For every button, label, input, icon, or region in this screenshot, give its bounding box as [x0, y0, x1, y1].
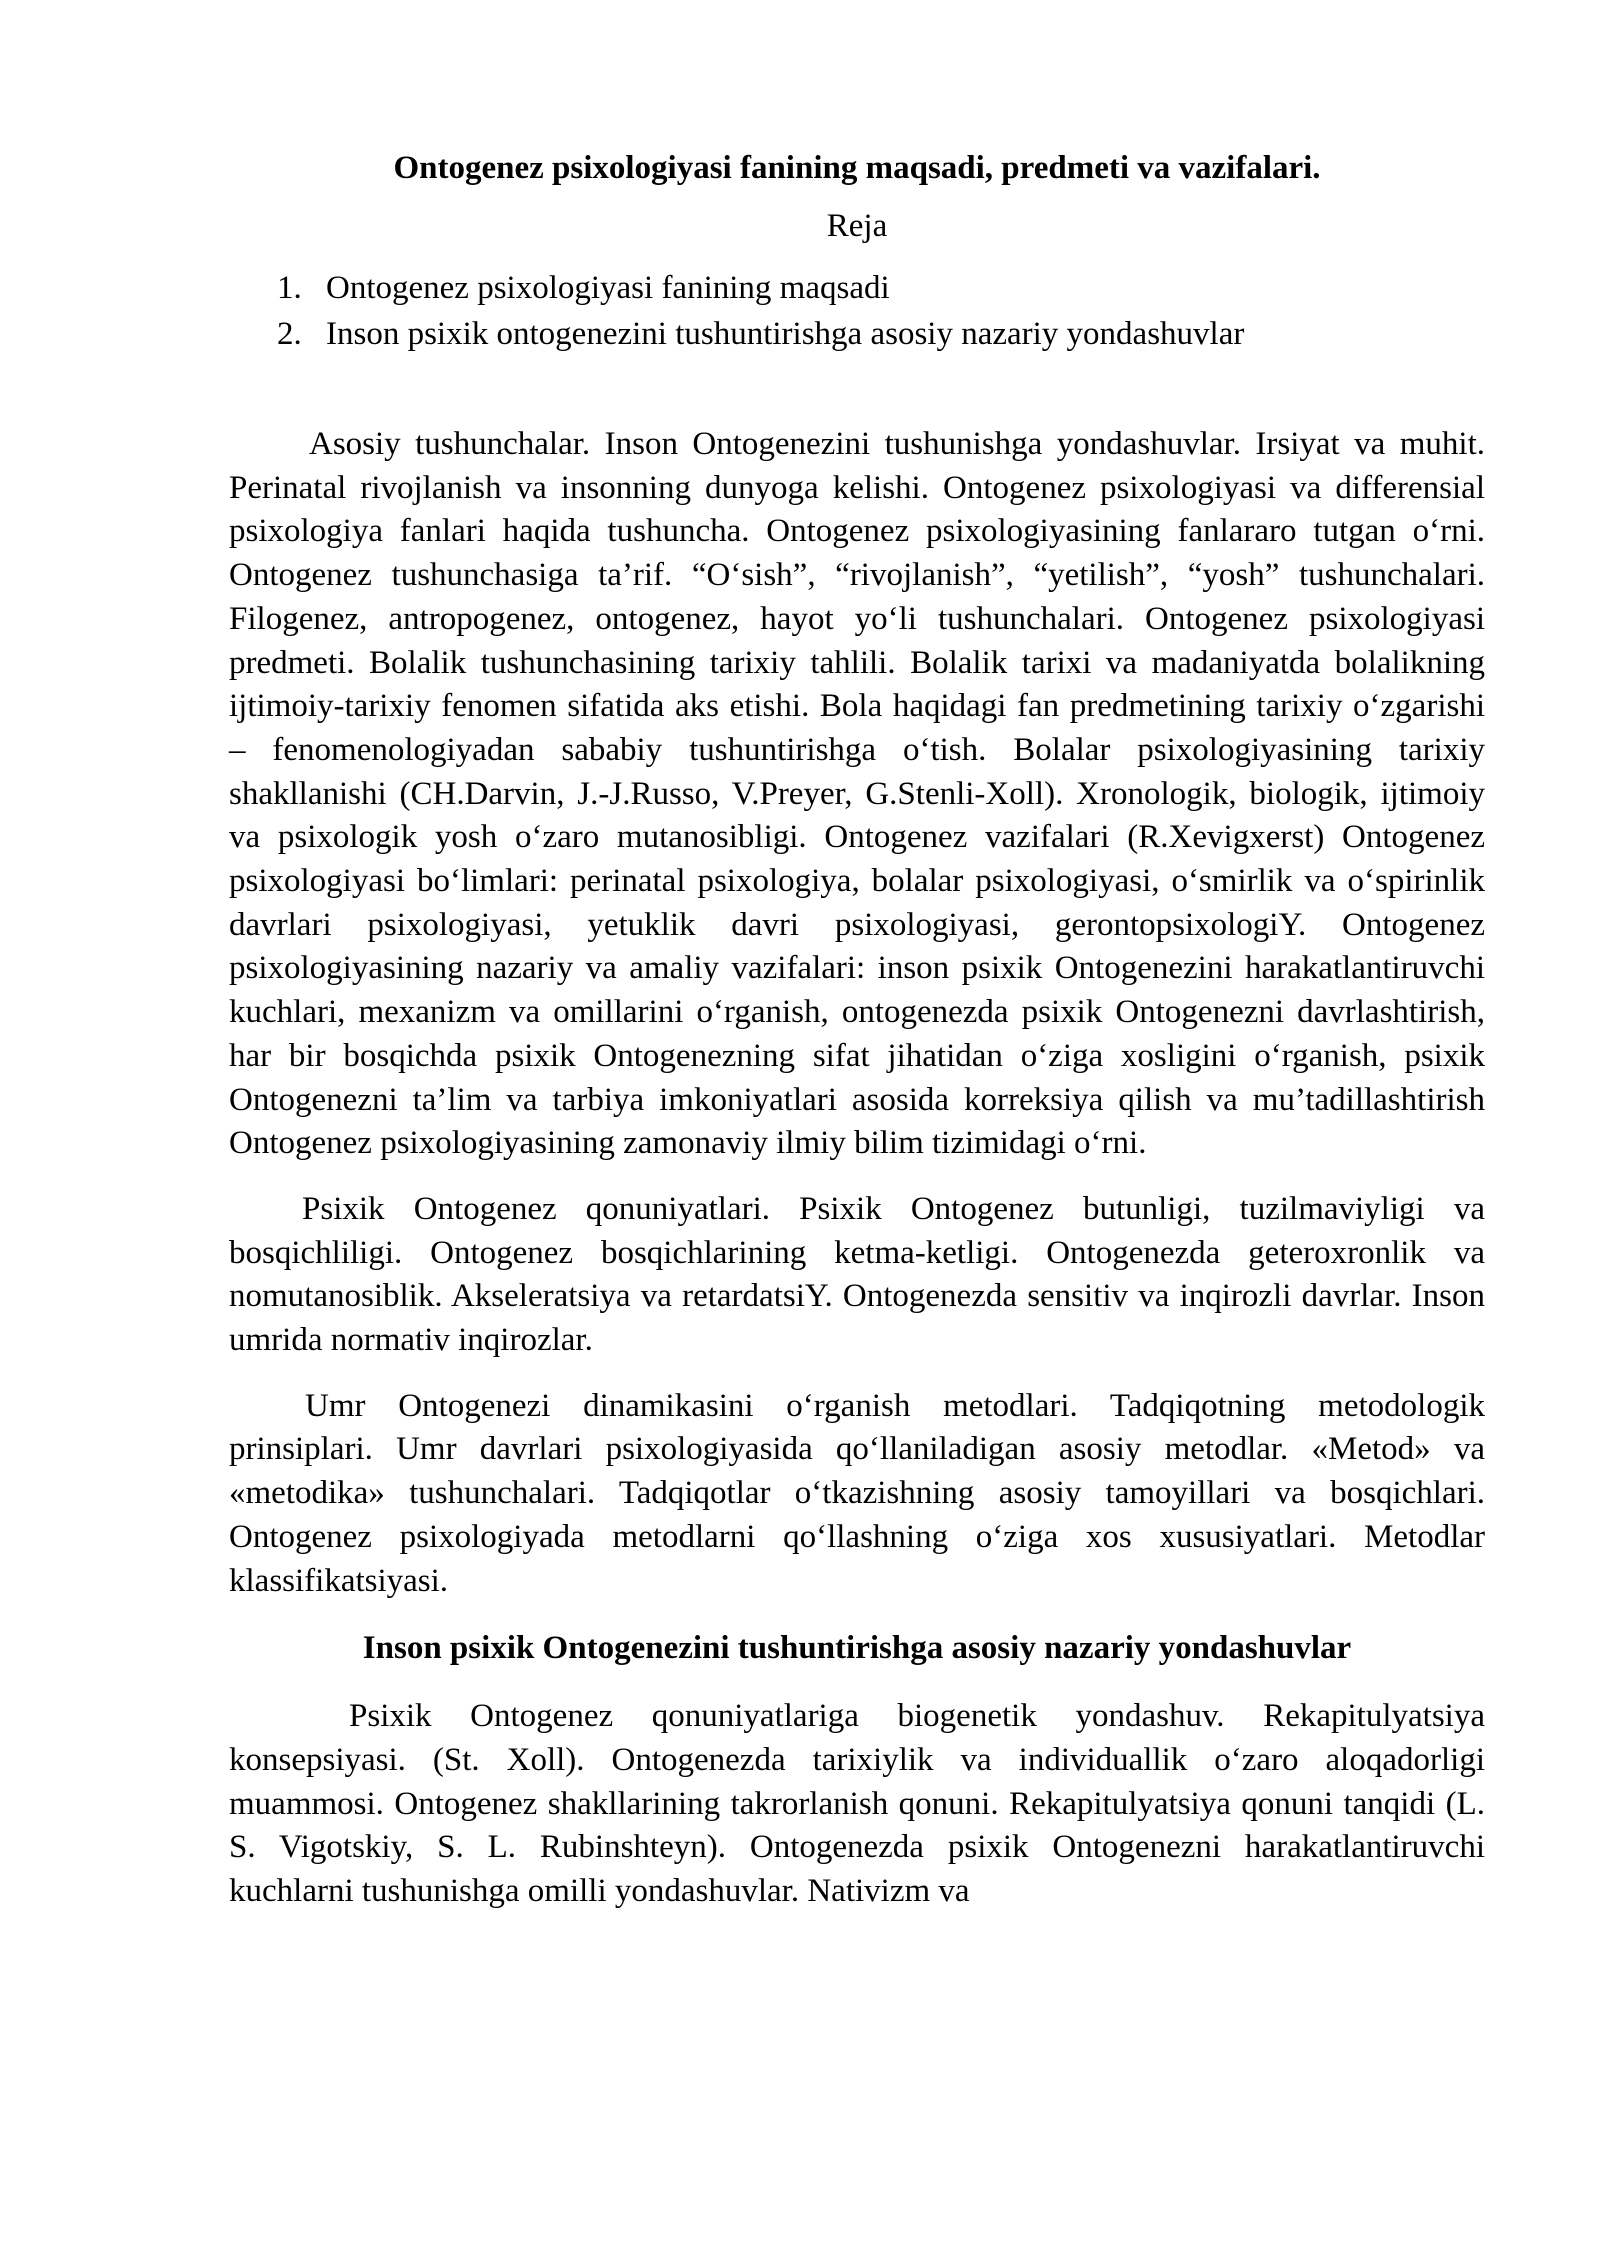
paragraph-regularities: Psixik Ontogenez qonuniyatlari. Psixik Ontogenez butunligi, tuzilmaviyligi va bosqichliligi. Ontogenez bosqichlarining ketma-ketligi. Ontogenezda geteroxronlik va nomutanosiblik. Akseleratsiya va retardatsiY. Ontogenezda sensitiv va inqirozli davrlar. Inson umrida normativ inqirozlar.: [229, 1190, 1485, 1359]
paragraph-methods: Umr Ontogenezi dinamikasini o‘rganish metodlari. Tadqiqotning metodologik prinsiplari. Umr davrlari psixologiyasida qo‘llaniladigan asosiy metodlar. «Metod» va «metodika» tushunchalari. Tadqiqotlar o‘tkazishning asosiy tamoyillari va bosqichlari. Ontogenez psixologiyada metodlarni qo‘llashning o‘ziga xos xususiyatlari. Metodlar klassifikatsiyasi.: [229, 1387, 1485, 1599]
plan-heading: Reja: [826, 208, 888, 244]
document-page: [229, 145, 1485, 1914]
plan-item-text: Inson psixik ontogenezini tushuntirishga asosiy nazariy yondashuvlar: [326, 316, 1245, 352]
plan-item: [229, 311, 1485, 357]
paragraph-key-concepts: Asosiy tushunchalar. Inson Ontogenezini tushunishga yondashuvlar. Irsiyat va muhit. Perinatal rivojlanish va insonning dunyoga kelishi. Ontogenez psixologiyasi va differensial psixologiya fanlari haqida tushuncha. Ontogenez psixologiyasining fanlararo tutgan o‘rni. Ontogenez tushunchasiga ta’rif. “O‘sish”, “rivojlanish”, “yetilish”, “yosh” tushunchalari. Filogenez, antropogenez, ontogenez, hayot yo‘li tushunchalari. Ontogenez psixologiyasi predmeti. Bolalik tushunchasining tarixiy tahlili. Bolalik tarixi va madaniyatda bolalikning ijtimoiy-tarixiy fenomen sifatida aks etishi. Bola haqidagi fan predmetining tarixiy o‘zgarishi – fenomenologiyadan sababiy tushuntirishga o‘tish. Bolalar psixologiyasining tarixiy shakllanishi (CH.Darvin, J.-J.Russo, V.Preyer, G.Stenli-Xoll). Xronologik, biologik, ijtimoiy va psixologik yosh o‘zaro mutanosibligi. Ontogenez vazifalari (R.Xevigxerst) Ontogenez psixologiyasi bo‘limlari: perinatal psixologiya, bolalar psixologiyasi, o‘smirlik va o‘spirinlik davrlari psixologiyasi, yetuklik davri psixologiyasi, gerontopsixologiY. Ontogenez psixologiyasining nazariy va amaliy vazifalari: inson psixik Ontogenezini harakatlantiruvchi kuchlari, mexanizm va omillarini o‘rganish, ontogenezda psixik Ontogenezni davrlashtirish, har bir bosqichda psixik Ontogenezning sifat jihatidan o‘ziga xosligini o‘rganish, psixik Ontogenezni ta’lim va tarbiya imkoniyatlari asosida korreksiya qilish va mu’tadillashtirish Ontogenez psixologiyasining zamonaviy ilmiy bilim tizimidagi o‘rni.: [229, 426, 1485, 1162]
document-title: Ontogenez psixologiyasi fanining maqsadi, predmeti va vazifalari.: [393, 150, 1321, 186]
plan-item-text: Ontogenez psixologiyasi fanining maqsadi: [326, 270, 890, 306]
paragraph-approaches: Psixik Ontogenez qonuniyatlariga biogenetik yondashuv. Rekapitulyatsiya konsepsiyasi. (St. Xoll). Ontogenezda tarixiylik va individuallik o‘zaro aloqadorligi muammosi. Ontogenez shakllarining takrorlanish qonuni. Rekapitulyatsiya qonuni tanqidi (L. S. Vigotskiy, S. L. Rubinshteyn). Ontogenezda psixik Ontogenezni harakatlantiruvchi kuchlarni tushunishga omilli yondashuvlar. Nativizm va: [229, 1698, 1485, 1910]
plan-item-number: 1.: [277, 270, 302, 306]
plan-item: [229, 265, 1485, 311]
section-heading: Inson psixik Ontogenezini tushuntirishga asosiy nazariy yondashuvlar: [362, 1630, 1352, 1667]
plan-list: [229, 265, 1485, 357]
plan-item-number: 2.: [277, 316, 302, 352]
